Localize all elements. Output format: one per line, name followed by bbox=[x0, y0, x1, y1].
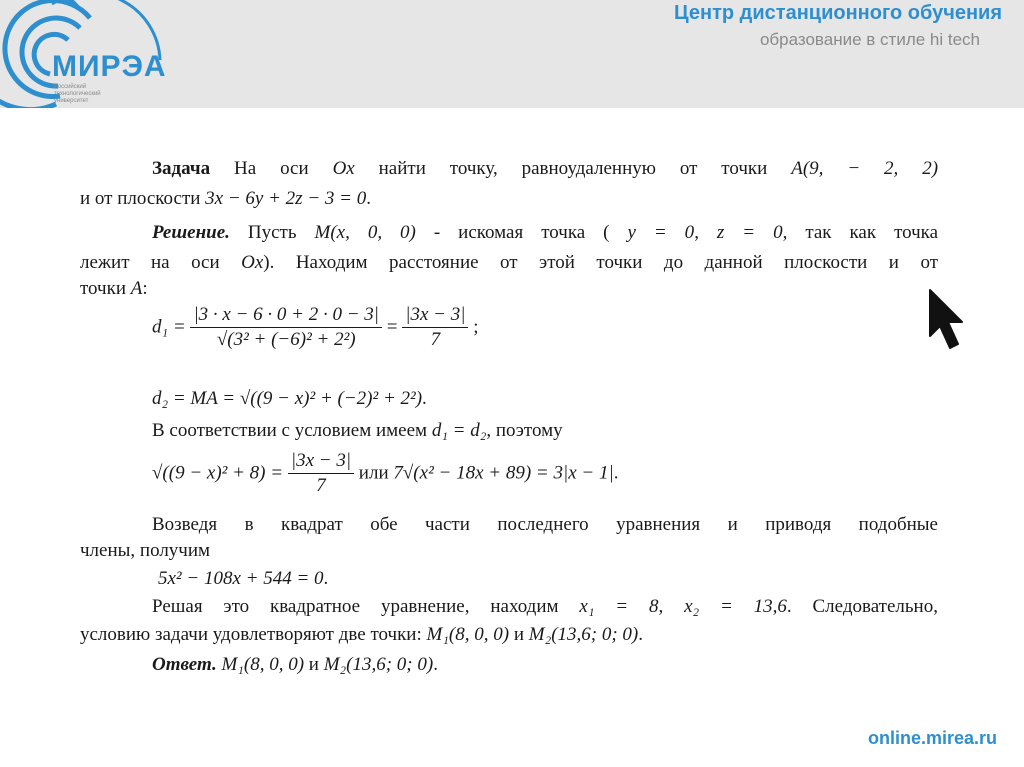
mirea-logo bbox=[0, 0, 190, 108]
solution-point-a: A bbox=[130, 278, 143, 299]
equation-line bbox=[152, 449, 618, 498]
solution-line-3 bbox=[80, 275, 148, 303]
solution-point-m: M(x, 0, 0) bbox=[314, 222, 416, 243]
points-text-a: условию задачи удовлетворяют две точки: bbox=[80, 624, 422, 645]
d1-fraction-2 bbox=[402, 303, 468, 352]
points-and: и bbox=[513, 624, 525, 645]
solution-text-1c: , так как точка bbox=[782, 222, 939, 243]
condition-text-b: , поэтому bbox=[486, 420, 563, 441]
header-subtitle: образование в стиле hi tech bbox=[759, 30, 980, 49]
solution-text-1a: Пусть bbox=[247, 222, 297, 243]
d1-numerator: |3 · x − 6 · 0 + 2 · 0 − 3| bbox=[190, 303, 382, 328]
problem-text-4: . bbox=[366, 188, 371, 209]
problem-axis: Ox bbox=[332, 158, 355, 179]
solution-text-1b: - искомая точка ( bbox=[433, 222, 610, 243]
solve-text-b: . Следовательно, bbox=[786, 596, 938, 617]
square-text-1: Возведя в квадрат обе части последнего уравнения и приводя подобные bbox=[152, 514, 938, 535]
d1-formula bbox=[152, 303, 478, 352]
d1-fraction bbox=[190, 303, 382, 352]
solution-text-3a: точки bbox=[80, 278, 127, 299]
solution-line-1 bbox=[152, 219, 938, 247]
solve-sep: , bbox=[658, 596, 664, 617]
equation-denominator: 7 bbox=[316, 475, 326, 496]
problem-label: Задача bbox=[152, 158, 211, 179]
d1-equals: = bbox=[386, 316, 398, 338]
solve-x1: x₁ = 8 bbox=[579, 596, 659, 617]
logo-caption: Российский технологический университет bbox=[54, 84, 101, 104]
d1-denominator: √(3² + (−6)² + 2²) bbox=[216, 329, 356, 350]
header-bar bbox=[0, 0, 1024, 108]
problem-line-1 bbox=[152, 155, 938, 183]
d1-denominator-2: 7 bbox=[430, 329, 441, 350]
answer-and: и bbox=[308, 654, 319, 675]
points-m2: M₂(13,6; 0; 0) bbox=[528, 624, 639, 645]
footer-url[interactable]: online.mirea.ru bbox=[867, 728, 997, 748]
d2-expression: d₂ = MA = √((9 − x)² + (−2)² + 2²) bbox=[152, 388, 423, 409]
d1-lhs: d₁ = bbox=[152, 316, 186, 338]
d2-end: . bbox=[422, 388, 427, 409]
points-end: . bbox=[638, 624, 644, 645]
problem-point-a: A(9, − 2, 2) bbox=[791, 158, 939, 179]
condition-text-a: В соответствии с условием имеем bbox=[152, 420, 428, 441]
arrow-cursor-icon bbox=[928, 288, 968, 357]
equation-rhs: 7√(x² − 18x + 89) = 3|x − 1| bbox=[393, 462, 614, 484]
solution-z0: z = 0 bbox=[716, 222, 783, 243]
answer-line bbox=[152, 651, 438, 679]
problem-text-2: найти точку, равноудаленную от точки bbox=[378, 158, 768, 179]
quadratic-line bbox=[158, 565, 328, 593]
square-text-2: члены, получим bbox=[80, 540, 211, 561]
quadratic-end: . bbox=[323, 568, 329, 589]
problem-line-2 bbox=[80, 185, 371, 213]
square-line-2 bbox=[80, 537, 210, 565]
solution-label: Решение. bbox=[152, 222, 230, 243]
solution-y0: y = 0 bbox=[627, 222, 695, 243]
solve-line bbox=[152, 593, 938, 621]
equation-end: . bbox=[613, 462, 619, 484]
square-line-1 bbox=[152, 511, 938, 539]
equation-lhs: √((9 − x)² + 8) = bbox=[152, 462, 284, 484]
solution-line-2 bbox=[80, 249, 938, 277]
solution-text-2b: ). Находим расстояние от этой точки до данной плоскости и от bbox=[263, 252, 938, 273]
solution-comma: , bbox=[694, 222, 699, 243]
header-title: Центр дистанционного обучения bbox=[674, 2, 1002, 24]
condition-line bbox=[152, 417, 563, 445]
equation-fraction bbox=[288, 449, 354, 498]
answer-end: . bbox=[433, 654, 438, 675]
quadratic-eq: 5x² − 108x + 544 = 0 bbox=[158, 568, 324, 589]
equation-numerator: |3x − 3| bbox=[288, 449, 354, 474]
points-m1: M₁(8, 0, 0) bbox=[426, 624, 510, 645]
logo-wordmark: МИРЭА bbox=[52, 50, 167, 83]
solution-axis: Ox bbox=[241, 252, 264, 273]
solve-x2: x₂ = 13,6 bbox=[684, 596, 787, 617]
points-line bbox=[80, 621, 643, 649]
answer-m2: M₂(13,6; 0; 0) bbox=[323, 654, 434, 675]
solution-text-2a: лежит на оси bbox=[80, 252, 220, 273]
condition-eq: d₁ = d₂ bbox=[431, 420, 487, 441]
problem-text-3: и от плоскости bbox=[80, 188, 201, 209]
answer-label: Ответ. bbox=[152, 654, 217, 675]
equation-or: или bbox=[358, 462, 389, 484]
solve-text-a: Решая это квадратное уравнение, находим bbox=[152, 596, 559, 617]
d1-numerator-2: |3x − 3| bbox=[402, 303, 468, 328]
d2-formula bbox=[152, 385, 427, 413]
problem-text-1: На оси bbox=[234, 158, 309, 179]
solution-text-3b: : bbox=[142, 278, 148, 299]
problem-plane-eq: 3x − 6y + 2z − 3 = 0 bbox=[205, 188, 367, 209]
d1-end: ; bbox=[473, 316, 479, 338]
answer-m1: M₁(8, 0, 0) bbox=[221, 654, 305, 675]
